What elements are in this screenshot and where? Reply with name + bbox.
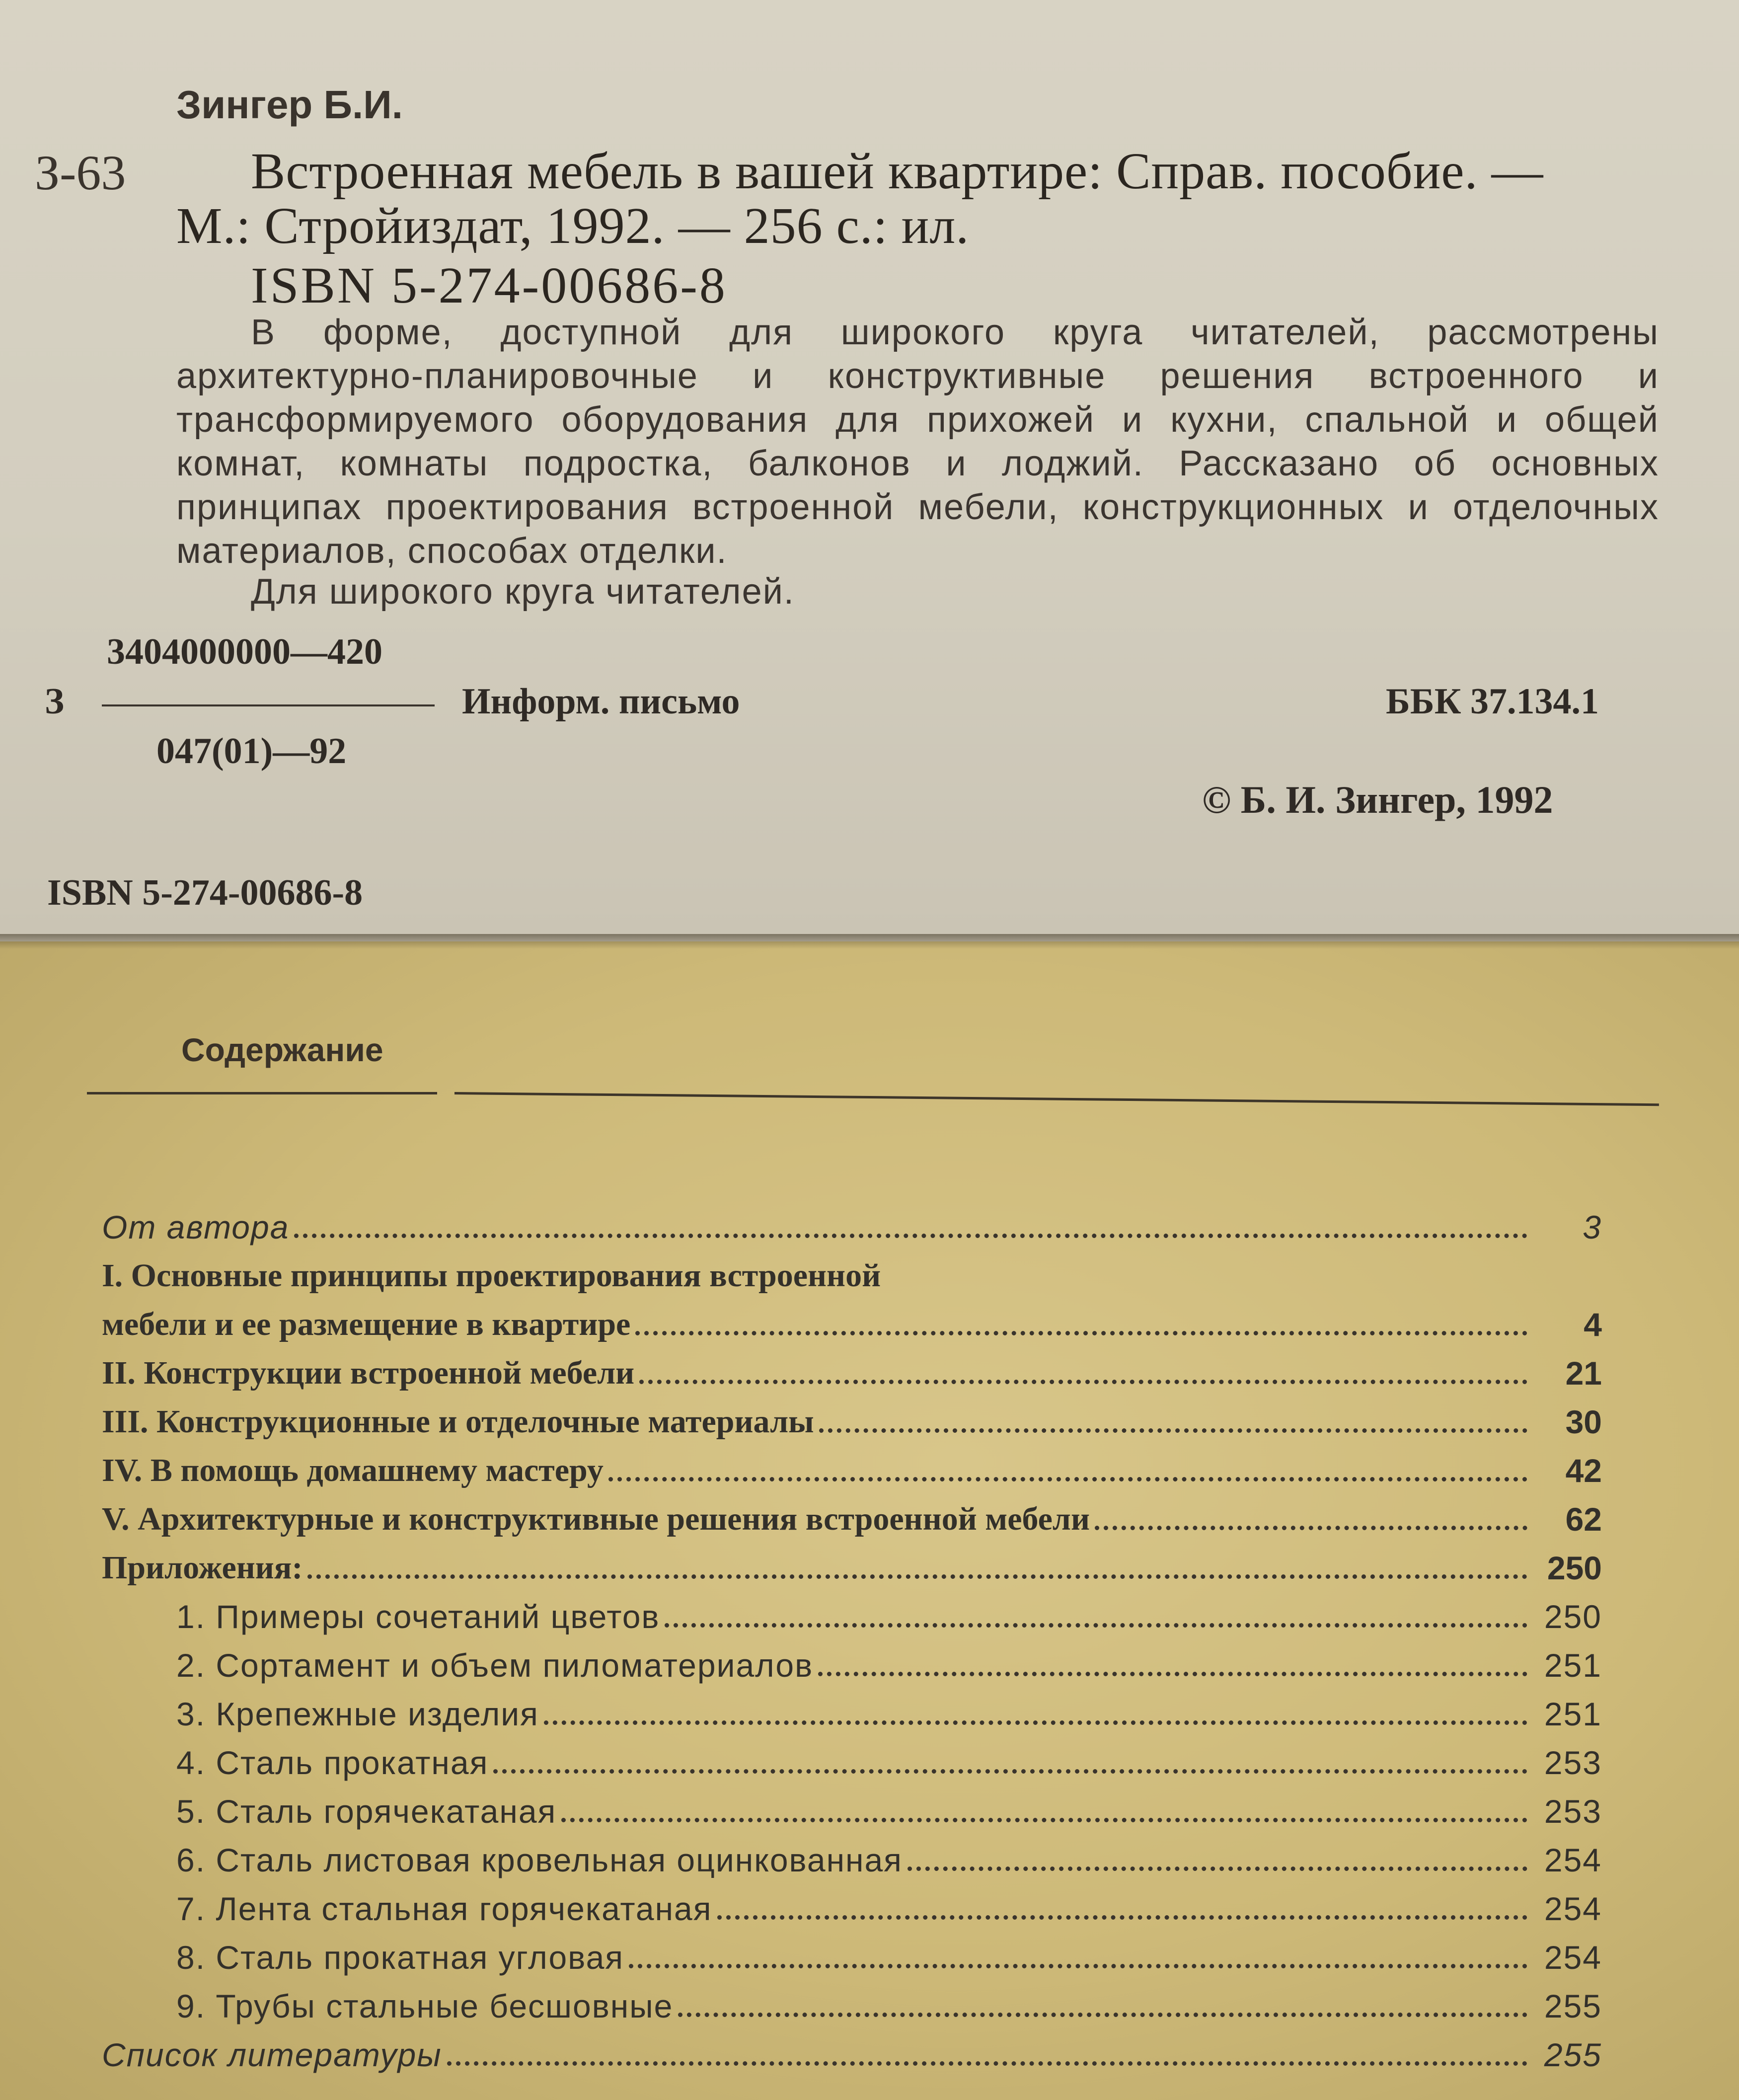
toc-entry-page: 3	[1583, 1209, 1602, 1245]
toc-leader-dots	[294, 1234, 1527, 1238]
toc-entry-page: 251	[1544, 1696, 1602, 1732]
toc-leader-dots	[629, 1964, 1527, 1968]
heading-rule-left	[87, 1092, 437, 1094]
toc-entry	[102, 1879, 1602, 1928]
library-code: З-63	[35, 145, 126, 200]
toc-leader-dots	[819, 1428, 1527, 1433]
book-title: Встроенная мебель в вашей квартире: Справ. пособие. —	[251, 143, 1544, 200]
toc-leader-dots	[561, 1818, 1527, 1822]
toc-entry-title: 7. Лента стальная горячекатаная	[176, 1890, 712, 1927]
toc-entry-page: 254	[1544, 1939, 1602, 1976]
copyright-notice: © Б. И. Зингер, 1992	[1202, 778, 1553, 821]
toc-leader-dots	[665, 1623, 1527, 1628]
toc-entry-title: 9. Трубы стальные бесшовные	[176, 1988, 674, 2024]
bbk-code: ББК 37.134.1	[1386, 681, 1599, 722]
inform-letter: Информ. письмо	[462, 681, 740, 722]
isbn-bottom: ISBN 5-274-00686-8	[47, 872, 363, 913]
abstract-text: В форме, доступной для широкого круга читателей, рассмотрены архитектурно-планировочные и конструктивные решения встроенного и трансформируемого оборудования для прихожей и кухни, спальной и общей комнат, комнаты подростка, балконов и лоджий. Рассказано об основных принципах проектирования встроенной мебели, конструкционных и отделочных материалов, способах отделки.	[176, 312, 1659, 571]
toc-entry	[102, 1684, 1602, 1733]
toc-entry-page: 253	[1544, 1744, 1602, 1781]
toc-leader-dots	[717, 1915, 1528, 1920]
toc-entry-title: 5. Сталь горячекатаная	[176, 1793, 557, 1830]
toc-entry	[102, 1830, 1602, 1879]
toc-entry	[102, 1392, 1602, 1441]
toc-entry	[102, 1928, 1602, 1976]
toc-entry-title: II. Конструкции встроенной мебели	[102, 1355, 635, 1391]
toc-entry-title: 6. Сталь листовая кровельная оцинкованная	[176, 1842, 903, 1878]
toc-entry-page: 30	[1565, 1403, 1602, 1440]
toc-leader-dots	[493, 1769, 1527, 1774]
fraction-line	[102, 704, 435, 706]
index-denominator: 047(01)—92	[156, 731, 347, 772]
toc-entry-title: V. Архитектурные и конструктивные решения встроенной мебели	[102, 1501, 1090, 1537]
toc-leader-dots	[635, 1331, 1527, 1335]
toc-entry-title: 1. Примеры сочетаний цветов	[176, 1598, 660, 1635]
toc-entry-title: 4. Сталь прокатная	[176, 1744, 489, 1781]
toc-leader-dots	[818, 1672, 1527, 1676]
toc-entry	[102, 1587, 1602, 1635]
toc-entry-title: I. Основные принципы проектирования встроенной	[102, 1257, 881, 1294]
toc-entry	[102, 1343, 1602, 1392]
toc-entry-title: III. Конструкционные и отделочные материалы	[102, 1403, 814, 1440]
contents-heading: Содержание	[181, 1031, 383, 1068]
toc-entry	[102, 1976, 1602, 2025]
toc-leader-dots	[1095, 1526, 1527, 1530]
toc-leader-dots	[678, 2013, 1527, 2017]
toc-entry-page: 4	[1584, 1306, 1602, 1343]
toc-entry	[102, 1782, 1602, 1830]
toc-entry	[102, 1489, 1602, 1538]
index-letter: З	[45, 681, 65, 722]
toc-entry-page: 250	[1544, 1598, 1602, 1635]
toc-entry-title: IV. В помощь домашнему мастеру	[102, 1452, 604, 1488]
toc-entry-title: Приложения:	[102, 1550, 303, 1586]
toc-entry-title: Список литературы	[102, 2036, 442, 2073]
toc-entry-page: 255	[1544, 2036, 1602, 2073]
toc-entry-title: 3. Крепежные изделия	[176, 1696, 539, 1732]
toc-leader-dots	[639, 1380, 1527, 1384]
toc-entry-page: 42	[1565, 1452, 1602, 1489]
toc-entry-page: 62	[1565, 1501, 1602, 1538]
toc-entry	[102, 2025, 1602, 2074]
table-of-contents	[102, 1197, 1602, 2074]
index-numerator: 3404000000—420	[107, 631, 382, 672]
bibliographic-page	[0, 0, 1739, 941]
toc-entry	[102, 1441, 1602, 1489]
audience-text: Для широкого круга читателей.	[251, 572, 795, 612]
toc-entry-page: 254	[1544, 1842, 1602, 1878]
toc-entry-page: 254	[1544, 1890, 1602, 1927]
toc-entry	[102, 1246, 1602, 1295]
toc-entry-page: 251	[1544, 1647, 1602, 1684]
toc-entry	[102, 1538, 1602, 1587]
toc-leader-dots	[307, 1574, 1527, 1579]
toc-leader-dots	[608, 1477, 1527, 1481]
toc-entry-title: мебели и ее размещение в квартире	[102, 1306, 631, 1342]
toc-leader-dots	[447, 2061, 1527, 2066]
toc-entry-title: 8. Сталь прокатная угловая	[176, 1939, 624, 1976]
toc-leader-dots	[544, 1720, 1527, 1725]
toc-entry	[102, 1197, 1602, 1246]
toc-entry-page: 21	[1565, 1355, 1602, 1392]
toc-leader-dots	[907, 1867, 1527, 1871]
page-edge-shadow	[0, 934, 1739, 949]
toc-entry-page: 250	[1547, 1550, 1602, 1586]
toc-entry-title: 2. Сортамент и объем пиломатериалов	[176, 1647, 814, 1684]
toc-entry	[102, 1733, 1602, 1782]
toc-entry	[102, 1635, 1602, 1684]
publisher-line: М.: Стройиздат, 1992. — 256 с.: ил.	[176, 197, 970, 254]
toc-entry-page: 255	[1544, 1988, 1602, 2024]
isbn-line: ISBN 5-274-00686-8	[251, 257, 727, 314]
toc-entry	[102, 1295, 1602, 1343]
author-name: Зингер Б.И.	[176, 82, 403, 127]
toc-entry-title: От автора	[102, 1209, 290, 1245]
toc-entry-page: 253	[1544, 1793, 1602, 1830]
